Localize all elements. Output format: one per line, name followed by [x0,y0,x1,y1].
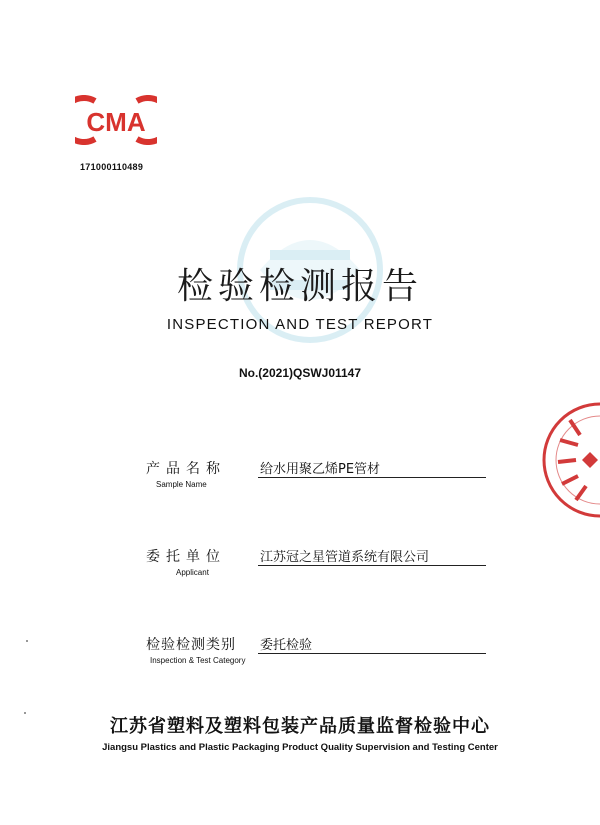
report-title-en: INSPECTION AND TEST REPORT [166,316,434,333]
organization-name-en: Jiangsu Plastics and Plastic Packaging Product Quality Supervision and Testing Center [102,742,498,753]
sample-name-value: 给水用聚乙烯PE管材 [260,462,381,477]
sample-name-label-cn: 产品名称 [146,461,226,477]
sample-name-underline [258,477,486,478]
category-label-en: Inspection & Test Category [150,656,246,665]
cma-logo-text: CMA [86,107,146,137]
certificate-number: 171000110489 [80,162,144,172]
category-underline [258,653,486,654]
category-label-cn: 检验检测类别 [146,637,236,653]
scan-speck [24,712,26,714]
applicant-underline [258,565,486,566]
report-number: No.(2021)QSWJ01147 [238,366,362,380]
scan-speck [26,640,28,642]
applicant-label-en: Applicant [176,568,209,577]
sample-name-label-en: Sample Name [156,480,207,489]
applicant-label-cn: 委托单位 [146,549,226,565]
report-title-cn: 检验检测报告 [176,266,423,307]
cma-logo-icon [75,95,157,145]
official-seal-icon [540,400,600,520]
category-value: 委托检验 [260,638,313,653]
applicant-value: 江苏冠之星管道系统有限公司 [260,550,430,565]
organization-name-cn: 江苏省塑料及塑料包装产品质量监督检验中心 [110,716,490,737]
